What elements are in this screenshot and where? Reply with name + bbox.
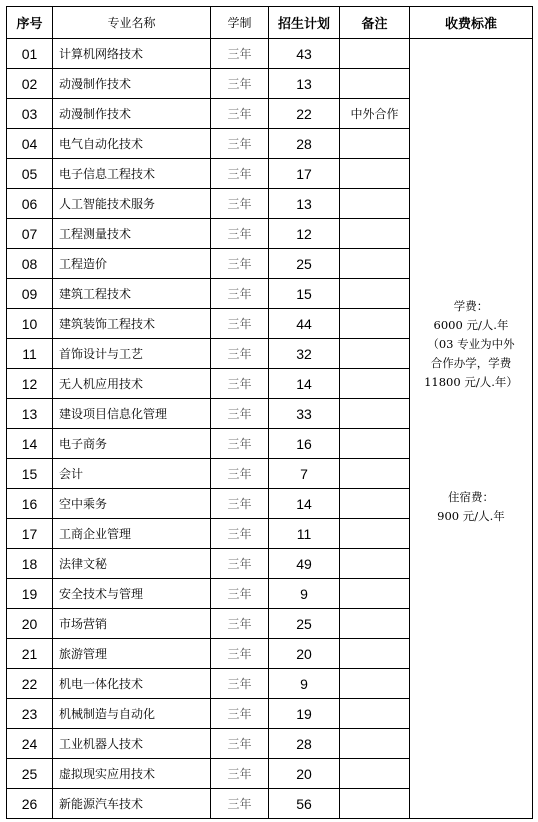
row-number: 07: [7, 219, 53, 249]
header-fee: 收费标准: [410, 7, 533, 39]
row-plan-count: 17: [269, 159, 340, 189]
row-number: 05: [7, 159, 53, 189]
row-major-name: 工业机器人技术: [53, 729, 211, 759]
table-body: [7, 39, 533, 819]
row-major-name: 空中乘务: [53, 489, 211, 519]
row-duration: 三年: [211, 729, 269, 759]
row-plan-count: 32: [269, 339, 340, 369]
row-major-name: 工程测量技术: [53, 219, 211, 249]
row-remark: [340, 39, 410, 69]
row-number: 26: [7, 789, 53, 819]
row-number: 14: [7, 429, 53, 459]
row-remark: [340, 219, 410, 249]
row-duration: 三年: [211, 69, 269, 99]
tuition-note-line: 11800 元/人.年）: [424, 375, 518, 389]
row-plan-count: 19: [269, 699, 340, 729]
row-major-name: 市场营销: [53, 609, 211, 639]
row-major-name: 旅游管理: [53, 639, 211, 669]
row-plan-count: 49: [269, 549, 340, 579]
row-duration: 三年: [211, 339, 269, 369]
row-remark: [340, 249, 410, 279]
row-major-name: 动漫制作技术: [53, 99, 211, 129]
row-remark: [340, 369, 410, 399]
row-major-name: 工商企业管理: [53, 519, 211, 549]
row-duration: 三年: [211, 789, 269, 819]
row-number: 15: [7, 459, 53, 489]
row-plan-count: 11: [269, 519, 340, 549]
row-number: 23: [7, 699, 53, 729]
row-remark: [340, 729, 410, 759]
row-plan-count: 9: [269, 579, 340, 609]
row-major-name: 建筑工程技术: [53, 279, 211, 309]
row-number: 25: [7, 759, 53, 789]
header-duration: 学制: [211, 7, 269, 39]
row-duration: 三年: [211, 669, 269, 699]
row-number: 17: [7, 519, 53, 549]
row-number: 18: [7, 549, 53, 579]
row-major-name: 电子信息工程技术: [53, 159, 211, 189]
row-plan-count: 25: [269, 609, 340, 639]
enrollment-plan-table: [6, 6, 533, 819]
row-duration: 三年: [211, 699, 269, 729]
tuition-block: [412, 297, 530, 392]
row-remark: [340, 189, 410, 219]
row-major-name: 建筑装饰工程技术: [53, 309, 211, 339]
row-major-name: 电子商务: [53, 429, 211, 459]
row-plan-count: 9: [269, 669, 340, 699]
row-duration: 三年: [211, 519, 269, 549]
row-plan-count: 28: [269, 129, 340, 159]
row-duration: 三年: [211, 249, 269, 279]
row-duration: 三年: [211, 399, 269, 429]
row-plan-count: 44: [269, 309, 340, 339]
row-major-name: 安全技术与管理: [53, 579, 211, 609]
lodging-block: [412, 488, 530, 526]
row-plan-count: 22: [269, 99, 340, 129]
row-remark: [340, 759, 410, 789]
row-major-name: 计算机网络技术: [53, 39, 211, 69]
row-number: 01: [7, 39, 53, 69]
row-remark: [340, 609, 410, 639]
table-row: [7, 39, 533, 69]
row-remark: [340, 129, 410, 159]
row-plan-count: 43: [269, 39, 340, 69]
row-number: 16: [7, 489, 53, 519]
row-major-name: 建设项目信息化管理: [53, 399, 211, 429]
row-plan-count: 13: [269, 189, 340, 219]
row-duration: 三年: [211, 579, 269, 609]
row-duration: 三年: [211, 189, 269, 219]
row-major-name: 人工智能技术服务: [53, 189, 211, 219]
row-major-name: 动漫制作技术: [53, 69, 211, 99]
row-duration: 三年: [211, 99, 269, 129]
row-number: 11: [7, 339, 53, 369]
row-major-name: 虚拟现实应用技术: [53, 759, 211, 789]
tuition-note-line: 合作办学，学费: [430, 356, 512, 370]
row-duration: 三年: [211, 369, 269, 399]
row-number: 06: [7, 189, 53, 219]
row-remark: [340, 789, 410, 819]
row-duration: 三年: [211, 39, 269, 69]
row-plan-count: 28: [269, 729, 340, 759]
row-duration: 三年: [211, 429, 269, 459]
row-number: 20: [7, 609, 53, 639]
row-remark: [340, 519, 410, 549]
row-remark: [340, 459, 410, 489]
row-remark: [340, 489, 410, 519]
row-plan-count: 13: [269, 69, 340, 99]
row-plan-count: 33: [269, 399, 340, 429]
header-plan: 招生计划: [269, 7, 340, 39]
row-major-name: 首饰设计与工艺: [53, 339, 211, 369]
row-remark: [340, 549, 410, 579]
row-remark: [340, 69, 410, 99]
row-number: 19: [7, 579, 53, 609]
lodging-label: 住宿费：: [448, 490, 494, 504]
row-duration: 三年: [211, 609, 269, 639]
row-major-name: 机械制造与自动化: [53, 699, 211, 729]
row-major-name: 法律文秘: [53, 549, 211, 579]
row-duration: 三年: [211, 549, 269, 579]
row-plan-count: 56: [269, 789, 340, 819]
row-remark: [340, 339, 410, 369]
row-plan-count: 20: [269, 639, 340, 669]
row-duration: 三年: [211, 309, 269, 339]
tuition-value: 6000 元/人.年: [433, 318, 509, 332]
row-duration: 三年: [211, 129, 269, 159]
header-remark: 备注: [340, 7, 410, 39]
row-number: 12: [7, 369, 53, 399]
row-number: 13: [7, 399, 53, 429]
row-major-name: 会计: [53, 459, 211, 489]
row-number: 22: [7, 669, 53, 699]
row-number: 03: [7, 99, 53, 129]
row-major-name: 工程造价: [53, 249, 211, 279]
row-remark: 中外合作: [340, 99, 410, 129]
row-plan-count: 15: [269, 279, 340, 309]
row-remark: [340, 159, 410, 189]
row-plan-count: 25: [269, 249, 340, 279]
row-plan-count: 12: [269, 219, 340, 249]
lodging-value: 900 元/人.年: [437, 509, 505, 523]
row-duration: 三年: [211, 279, 269, 309]
tuition-note-line: （03 专业为中外: [427, 337, 515, 351]
row-remark: [340, 639, 410, 669]
row-remark: [340, 309, 410, 339]
row-number: 08: [7, 249, 53, 279]
row-duration: 三年: [211, 159, 269, 189]
header-major: 专业名称: [53, 7, 211, 39]
row-number: 02: [7, 69, 53, 99]
row-remark: [340, 669, 410, 699]
row-plan-count: 20: [269, 759, 340, 789]
row-duration: 三年: [211, 489, 269, 519]
row-number: 24: [7, 729, 53, 759]
row-remark: [340, 579, 410, 609]
table-header-row: [7, 7, 533, 39]
row-major-name: 机电一体化技术: [53, 669, 211, 699]
row-number: 21: [7, 639, 53, 669]
header-seq: 序号: [7, 7, 53, 39]
row-major-name: 无人机应用技术: [53, 369, 211, 399]
row-duration: 三年: [211, 759, 269, 789]
row-duration: 三年: [211, 219, 269, 249]
tuition-label: 学费：: [453, 299, 489, 313]
row-duration: 三年: [211, 459, 269, 489]
row-number: 10: [7, 309, 53, 339]
row-number: 09: [7, 279, 53, 309]
row-remark: [340, 699, 410, 729]
row-duration: 三年: [211, 639, 269, 669]
row-major-name: 新能源汽车技术: [53, 789, 211, 819]
row-remark: [340, 399, 410, 429]
row-plan-count: 14: [269, 369, 340, 399]
row-plan-count: 14: [269, 489, 340, 519]
row-plan-count: 7: [269, 459, 340, 489]
row-number: 04: [7, 129, 53, 159]
fee-standard-cell: [410, 39, 533, 819]
row-remark: [340, 279, 410, 309]
row-major-name: 电气自动化技术: [53, 129, 211, 159]
row-plan-count: 16: [269, 429, 340, 459]
row-remark: [340, 429, 410, 459]
